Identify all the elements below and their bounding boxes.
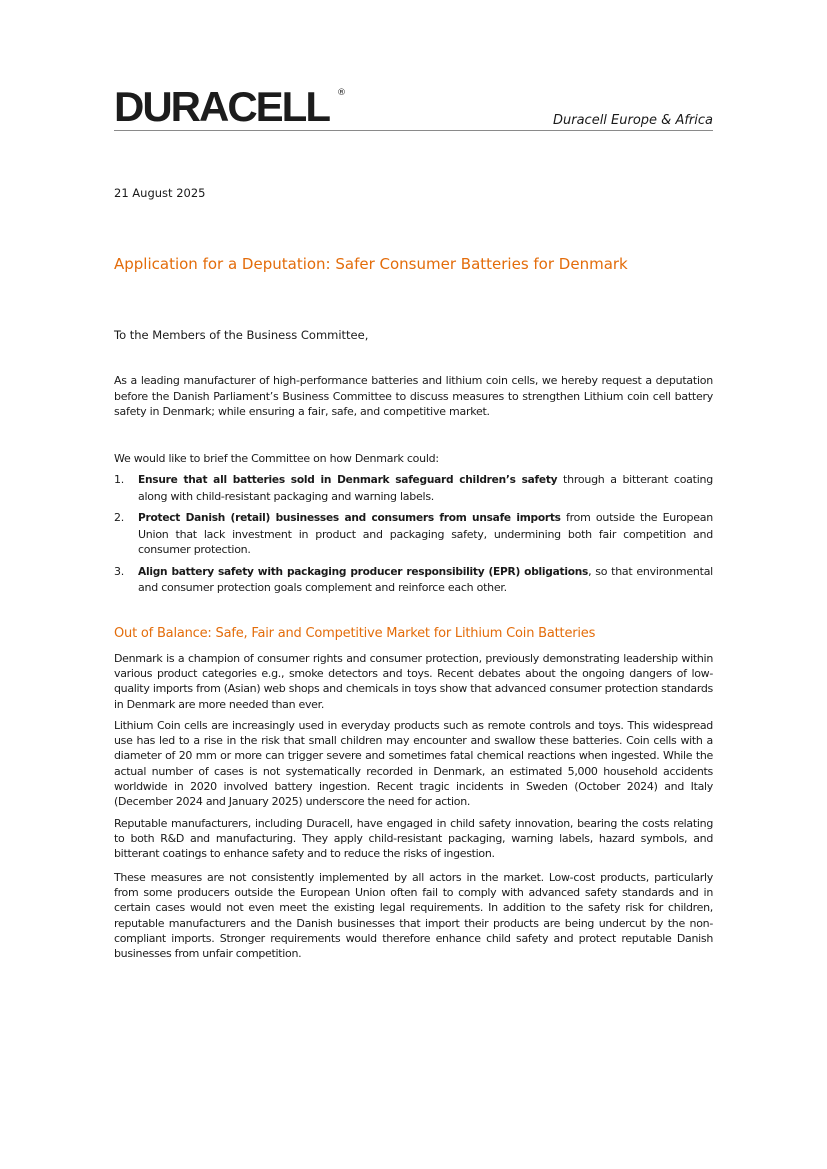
list-item-text: , so that environmental and consumer protection goals complement and reinforce each other. <box>138 564 713 594</box>
letter-title: Application for a Deputation: Safer Consumer Batteries for Denmark <box>114 255 628 273</box>
letter-date: 21 August 2025 <box>114 186 206 200</box>
registered-mark: ® <box>337 88 346 98</box>
brief-paragraph: We would like to brief the Committee on how Denmark could: <box>114 452 439 465</box>
list-item <box>114 564 713 596</box>
section-heading: Out of Balance: Safe, Fair and Competitive Market for Lithium Coin Batteries <box>114 626 596 641</box>
list-item-bold: Align battery safety with packaging producer responsibility (EPR) obligations <box>138 565 589 578</box>
list-number: 1. <box>114 473 124 486</box>
list-item-text: through a bitterant coating along with child-resistant packaging and warning labels. <box>138 473 713 503</box>
section-paragraph: Denmark is a champion of consumer rights and consumer protection, previously demonstrating leadership within various product categories e.g., smoke detectors and toys. Recent debates about the ongoing dangers of low-quality imports from (Asian) web shops and chemicals in toys show that advanced consumer protection standards in Denmark are more needed than ever. <box>114 652 713 711</box>
intro-paragraph: As a leading manufacturer of high-performance batteries and lithium coin cells, we hereby request a deputation before the Danish Parliament’s Business Committee to discuss measures to strengthen Lithium coin cell battery safety in Denmark; while ensuring a fair, safe, and competitive market. <box>114 374 713 418</box>
request-list <box>114 472 713 602</box>
section-paragraph: Reputable manufacturers, including Duracell, have engaged in child safety innovation, bearing the costs relating to both R&D and manufacturing. They apply child-resistant packaging, warning labels, hazard symbols, and bitterant coatings to enhance safety and to reduce the risks of ingestion. <box>114 817 713 861</box>
company-name: Duracell Europe & Africa <box>552 113 713 128</box>
letterhead <box>114 83 713 131</box>
list-item-bold: Ensure that all batteries sold in Denmark safeguard children’s safety <box>138 474 558 486</box>
duracell-logo: DURACELL <box>114 83 329 130</box>
section-paragraph: Lithium Coin cells are increasingly used in everyday products such as remote controls and toys. This widespread use has led to a rise in the risk that small children may encounter and swallow these batteries. Coin cells with a diameter of 20 mm or more can trigger severe and sometimes fatal chemical reactions when ingested. While the actual number of cases is not systematically recorded in Denmark, an estimated 5,000 household accidents worldwide in 2020 involved battery ingestion. Recent tragic incidents in Sweden (October 2024) and Italy (December 2024 and January 2025) underscore the need for action. <box>114 719 713 809</box>
list-item-bold: Protect Danish (retail) businesses and consumers from unsafe imports <box>138 512 561 524</box>
list-number: 3. <box>114 564 124 578</box>
section-paragraph: These measures are not consistently implemented by all actors in the market. Low-cost products, particularly from some producers outside the European Union often fail to comply with advanced safety standards and in certain cases would not even meet the existing legal requirements. In addition to the safety risk for children, reputable manufacturers and the Danish businesses that import their products are being undercut by the non-compliant imports. Stronger requirements would therefore enhance child safety and protect reputable Danish businesses from unfair competition. <box>114 871 713 961</box>
list-item-text: from outside the European Union that lack investment in product and packaging safety, undermining both fair competition and consumer protection. <box>138 511 713 556</box>
salutation: To the Members of the Business Committee, <box>114 328 369 342</box>
list-number: 2. <box>114 511 124 524</box>
list-item <box>114 472 713 504</box>
list-item <box>114 510 713 558</box>
